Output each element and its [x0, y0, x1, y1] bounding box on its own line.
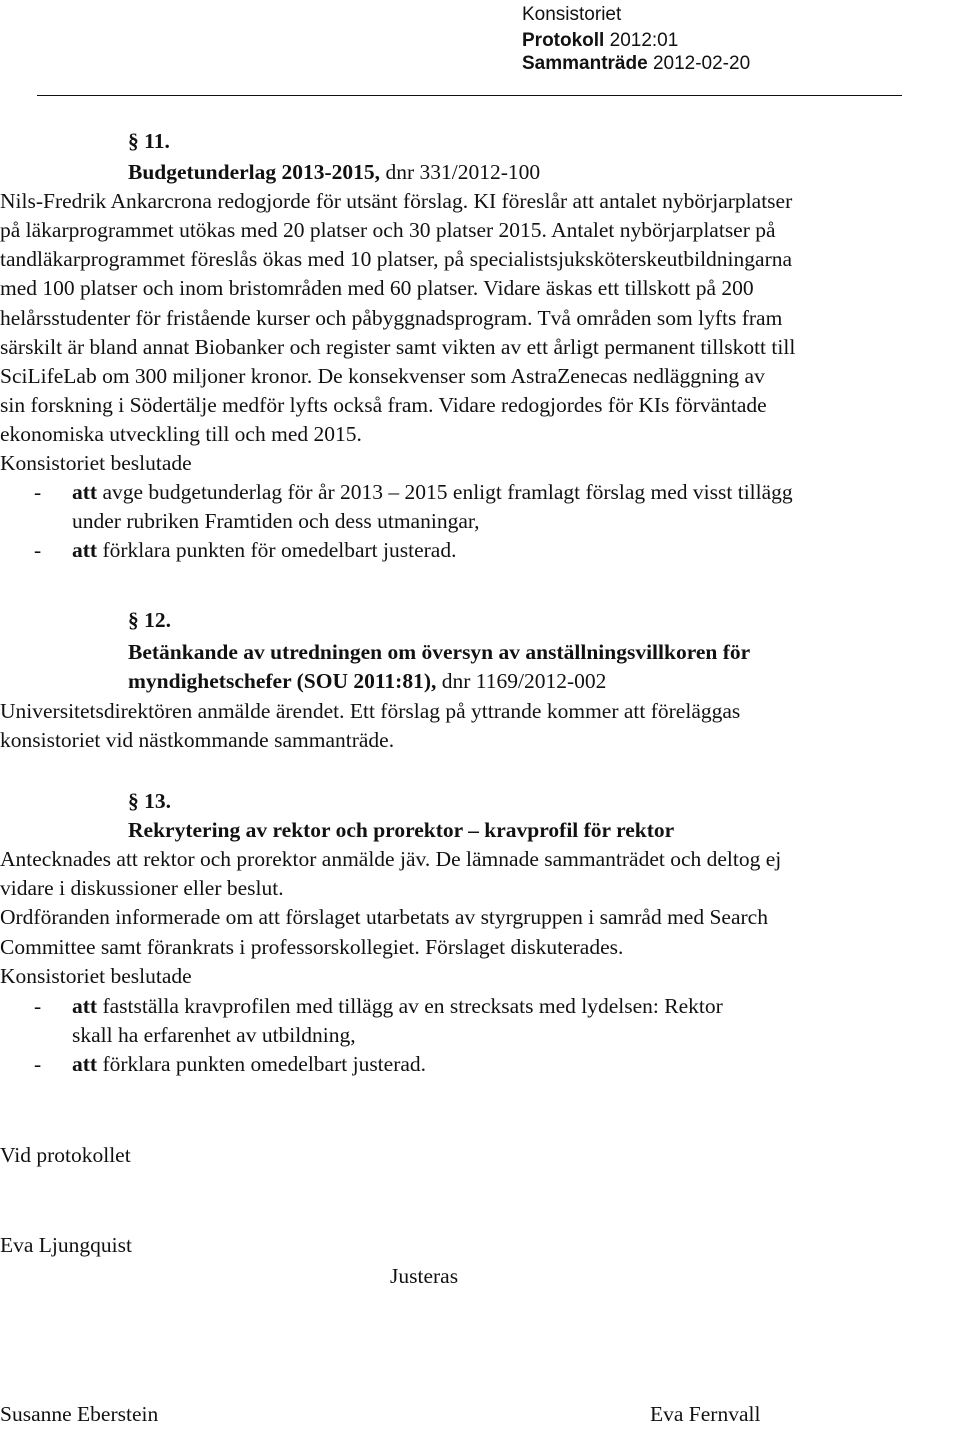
- section-12-title-line-2: myndighetschefer (SOU 2011:81), dnr 1169/2012-002: [128, 669, 607, 693]
- vid-protokollet: Vid protokollet: [0, 1143, 131, 1167]
- section-13-line-4: Committee samt förankrats i professorskollegiet. Förslaget diskuterades.: [0, 935, 624, 959]
- section-12-dnr: dnr 1169/2012-002: [441, 669, 607, 693]
- secretary-name: Eva Ljungquist: [0, 1233, 132, 1257]
- section-13-title: Rekrytering av rektor och prorektor – kravprofil för rektor: [128, 818, 675, 842]
- bullet-dash: -: [34, 538, 42, 562]
- section-11-line-6: särskilt är bland annat Biobanker och register samt vikten av ett årligt permanent tillskott till: [0, 335, 796, 359]
- bullet-att: att: [72, 994, 98, 1018]
- section-11-line-3: tandläkarprogrammet föreslås ökas med 10 platser, på specialistsjuksköterskeutbildningarna: [0, 247, 793, 271]
- header-meeting: [522, 49, 750, 78]
- section-11-bullet-1-cont: under rubriken Framtiden och dess utmaningar,: [72, 509, 480, 533]
- header-divider: [37, 95, 902, 96]
- bullet-att: att: [72, 480, 98, 504]
- section-12-title-line-1: Betänkande av utredningen om översyn av anställningsvillkoren för: [128, 640, 751, 664]
- bullet-text: avge budgetunderlag för år 2013 – 2015 enligt framlagt förslag med visst tillägg: [102, 480, 793, 504]
- section-13-line-1: Antecknades att rektor och prorektor anmälde jäv. De lämnade sammanträdet och deltog ej: [0, 847, 782, 871]
- protocol-label: Protokoll: [522, 30, 605, 51]
- section-12-line-2: konsistoriet vid nästkommande sammanträde.: [0, 728, 395, 752]
- bullet-dash: -: [34, 1052, 42, 1076]
- section-11-line-7: SciLifeLab om 300 miljoner kronor. De konsekvenser som AstraZenecas nedläggning av: [0, 364, 765, 388]
- section-11-line-8: sin forskning i Södertälje medför lyfts också fram. Vidare redogjordes för KIs förväntade: [0, 393, 767, 417]
- section-13-line-3: Ordföranden informerade om att förslaget utarbetats av styrgruppen i samråd med Search: [0, 905, 768, 929]
- section-11-line-5: helårsstudenter för fristående kurser och påbyggnadsprogram. Två områden som lyfts fram: [0, 306, 783, 330]
- section-12-number: § 12.: [128, 608, 171, 632]
- section-13-number: § 13.: [128, 789, 171, 813]
- bullet-dash: -: [34, 994, 42, 1018]
- section-13-decided: Konsistoriet beslutade: [0, 964, 192, 988]
- section-11-line-9: ekonomiska utveckling till och med 2015.: [0, 422, 362, 446]
- section-13-bullet-1-cont: skall ha erfarenhet av utbildning,: [72, 1023, 356, 1047]
- section-12-line-1: Universitetsdirektören anmälde ärendet. Ett förslag på yttrande kommer att föreläggas: [0, 699, 741, 723]
- section-11-line-4: med 100 platser och inom bristområden med 60 platser. Vidare äskas ett tillskott på 200: [0, 276, 754, 300]
- signer-1-name: Susanne Eberstein: [0, 1402, 159, 1426]
- justeras-label: Justeras: [390, 1264, 459, 1288]
- section-11-dnr: dnr 331/2012-100: [385, 160, 541, 184]
- header-org: Konsistoriet: [522, 4, 622, 25]
- section-11-decided: Konsistoriet beslutade: [0, 451, 192, 475]
- bullet-att: att: [72, 538, 98, 562]
- bullet-att: att: [72, 1052, 98, 1076]
- bullet-text: förklara punkten för omedelbart justerad.: [102, 538, 457, 562]
- section-11-number: § 11.: [128, 129, 170, 153]
- section-11-line-2: på läkarprogrammet utökas med 20 platser och 30 platser 2015. Antalet nybörjarplatser på: [0, 218, 776, 242]
- meeting-date: 2012-02-20: [652, 53, 751, 74]
- section-11-title: Budgetunderlag 2013-2015, dnr 331/2012-100: [128, 160, 541, 184]
- signer-2-name: Eva Fernvall: [650, 1402, 761, 1426]
- bullet-text: fastställa kravprofilen med tillägg av en strecksats med lydelsen: Rektor: [102, 994, 723, 1018]
- section-13-line-2: vidare i diskussioner eller beslut.: [0, 876, 284, 900]
- bullet-dash: -: [34, 480, 42, 504]
- meeting-label: Sammanträde: [522, 53, 648, 74]
- bullet-text: förklara punkten omedelbart justerad.: [102, 1052, 427, 1076]
- protocol-number: 2012:01: [609, 30, 679, 51]
- section-11-line-1: Nils-Fredrik Ankarcrona redogjorde för utsänt förslag. KI föreslår att antalet nybörjarplatser: [0, 189, 793, 213]
